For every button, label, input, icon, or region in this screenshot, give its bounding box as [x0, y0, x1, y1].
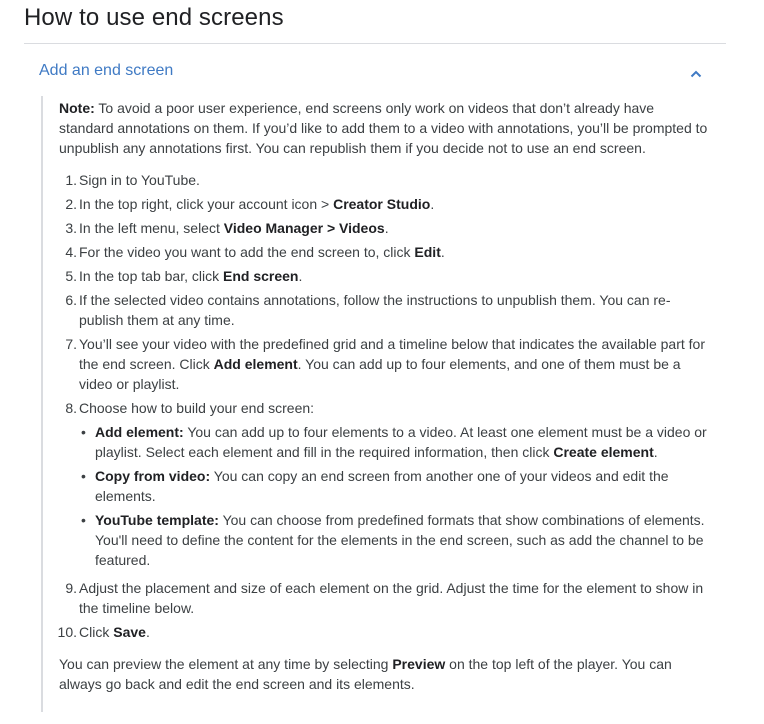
step-text — [79, 196, 434, 212]
footer-paragraph — [59, 654, 711, 694]
text-run: You can choose from predefined formats that show combinations of elements. You'll need to define the content for the elements in the end screen, such as add the channel to be featured. — [95, 512, 705, 568]
bold-term: Video Manager > Videos — [223, 220, 385, 236]
text-run: . — [430, 196, 435, 212]
step-number: 9. — [65, 580, 77, 596]
step-item — [65, 218, 711, 238]
step-text — [79, 292, 670, 328]
option-item — [81, 510, 711, 570]
step-item — [65, 194, 711, 214]
text-run: on the top left of the player. You can always go back and edit the end screen and its elements. — [59, 656, 672, 692]
option-item — [81, 466, 711, 506]
text-run: You can copy an end screen from another one of your videos and edit the elements. — [95, 468, 669, 504]
option-item — [81, 422, 711, 462]
text-run: In the top right, click your account icon > — [79, 196, 334, 212]
step-text — [79, 400, 314, 416]
text-run: . — [384, 220, 389, 236]
step-item — [65, 334, 711, 394]
bold-term: Edit — [414, 244, 441, 260]
bold-term: Copy from video: — [95, 468, 211, 484]
step-number: 8. — [65, 400, 77, 416]
accordion-content — [41, 96, 711, 712]
bullet-icon: • — [81, 424, 86, 440]
bold-term: Create element — [553, 444, 654, 460]
text-run: If the selected video contains annotations, follow the instructions to unpublish them. You can re-publish them at any time. — [79, 292, 671, 328]
page-title: How to use end screens — [24, 4, 284, 31]
accordion-title: Add an end screen — [39, 62, 174, 79]
step-number: 2. — [65, 196, 77, 212]
text-run: In the top tab bar, click — [79, 268, 223, 284]
bold-term: Add element: — [95, 424, 184, 440]
step-item — [65, 578, 711, 618]
step-item — [57, 622, 711, 642]
note-text: To avoid a poor user experience, end screens only work on videos that don’t already have standard annotations on them. If you’d like to add them to a video with annotations, you’ll be prompted to unpublish any annotations first. You can republish them if you decide not to use an end screen. — [59, 100, 708, 156]
text-run: For the video you want to add the end screen to, click — [79, 244, 415, 260]
bold-term: Add element — [213, 356, 298, 372]
text-run: Sign in to YouTube. — [79, 172, 200, 188]
text-run: You’ll see your video with the predefined grid and a timeline below that indicates the available part for the end screen. Click — [79, 336, 705, 372]
step-item — [65, 266, 711, 286]
step-item — [65, 290, 711, 330]
text-run: . — [440, 244, 445, 260]
step-text — [79, 580, 703, 616]
text-run: You can preview the element at any time by selecting — [59, 656, 393, 672]
text-run: . — [145, 624, 150, 640]
step-text — [79, 336, 705, 392]
bold-term: YouTube template: — [95, 512, 219, 528]
bullet-icon: • — [81, 512, 86, 528]
text-run: . You can add up to four elements, and one of them must be a video or playlist. — [79, 356, 681, 392]
step-number: 10. — [57, 624, 77, 640]
step-item — [65, 242, 711, 262]
step-text — [79, 624, 150, 640]
bold-term: Preview — [392, 656, 446, 672]
title-divider — [24, 43, 726, 44]
step-number: 5. — [65, 268, 77, 284]
step-number: 6. — [65, 292, 77, 308]
step-item — [65, 398, 711, 570]
options-list — [79, 422, 711, 570]
text-run: In the left menu, select — [79, 220, 224, 236]
steps-list — [59, 170, 711, 642]
text-run: . — [653, 444, 658, 460]
step-text — [79, 244, 445, 260]
chevron-up-icon[interactable] — [688, 66, 704, 82]
step-number: 4. — [65, 244, 77, 260]
text-run: Click — [79, 624, 114, 640]
step-number: 1. — [65, 172, 77, 188]
accordion-header-add-end-screen[interactable] — [24, 52, 726, 92]
step-text — [79, 268, 302, 284]
note-label: Note: — [59, 100, 95, 116]
bullet-icon: • — [81, 468, 86, 484]
step-number: 3. — [65, 220, 77, 236]
text-run: Choose how to build your end screen: — [79, 400, 315, 416]
step-text — [79, 172, 200, 188]
bold-term: End screen — [222, 268, 299, 284]
text-run: Adjust the placement and size of each element on the grid. Adjust the time for the element to show in the timeline below. — [79, 580, 704, 616]
text-run: . — [298, 268, 303, 284]
step-number: 7. — [65, 336, 77, 352]
bold-term: Creator Studio — [333, 196, 431, 212]
step-item — [65, 170, 711, 190]
note-paragraph — [59, 96, 711, 158]
text-run: You can add up to four elements to a video. At least one element must be a video or playlist. Select each element and fill in the required information, then click — [95, 424, 707, 460]
step-text — [79, 220, 389, 236]
bold-term: Save — [113, 624, 146, 640]
